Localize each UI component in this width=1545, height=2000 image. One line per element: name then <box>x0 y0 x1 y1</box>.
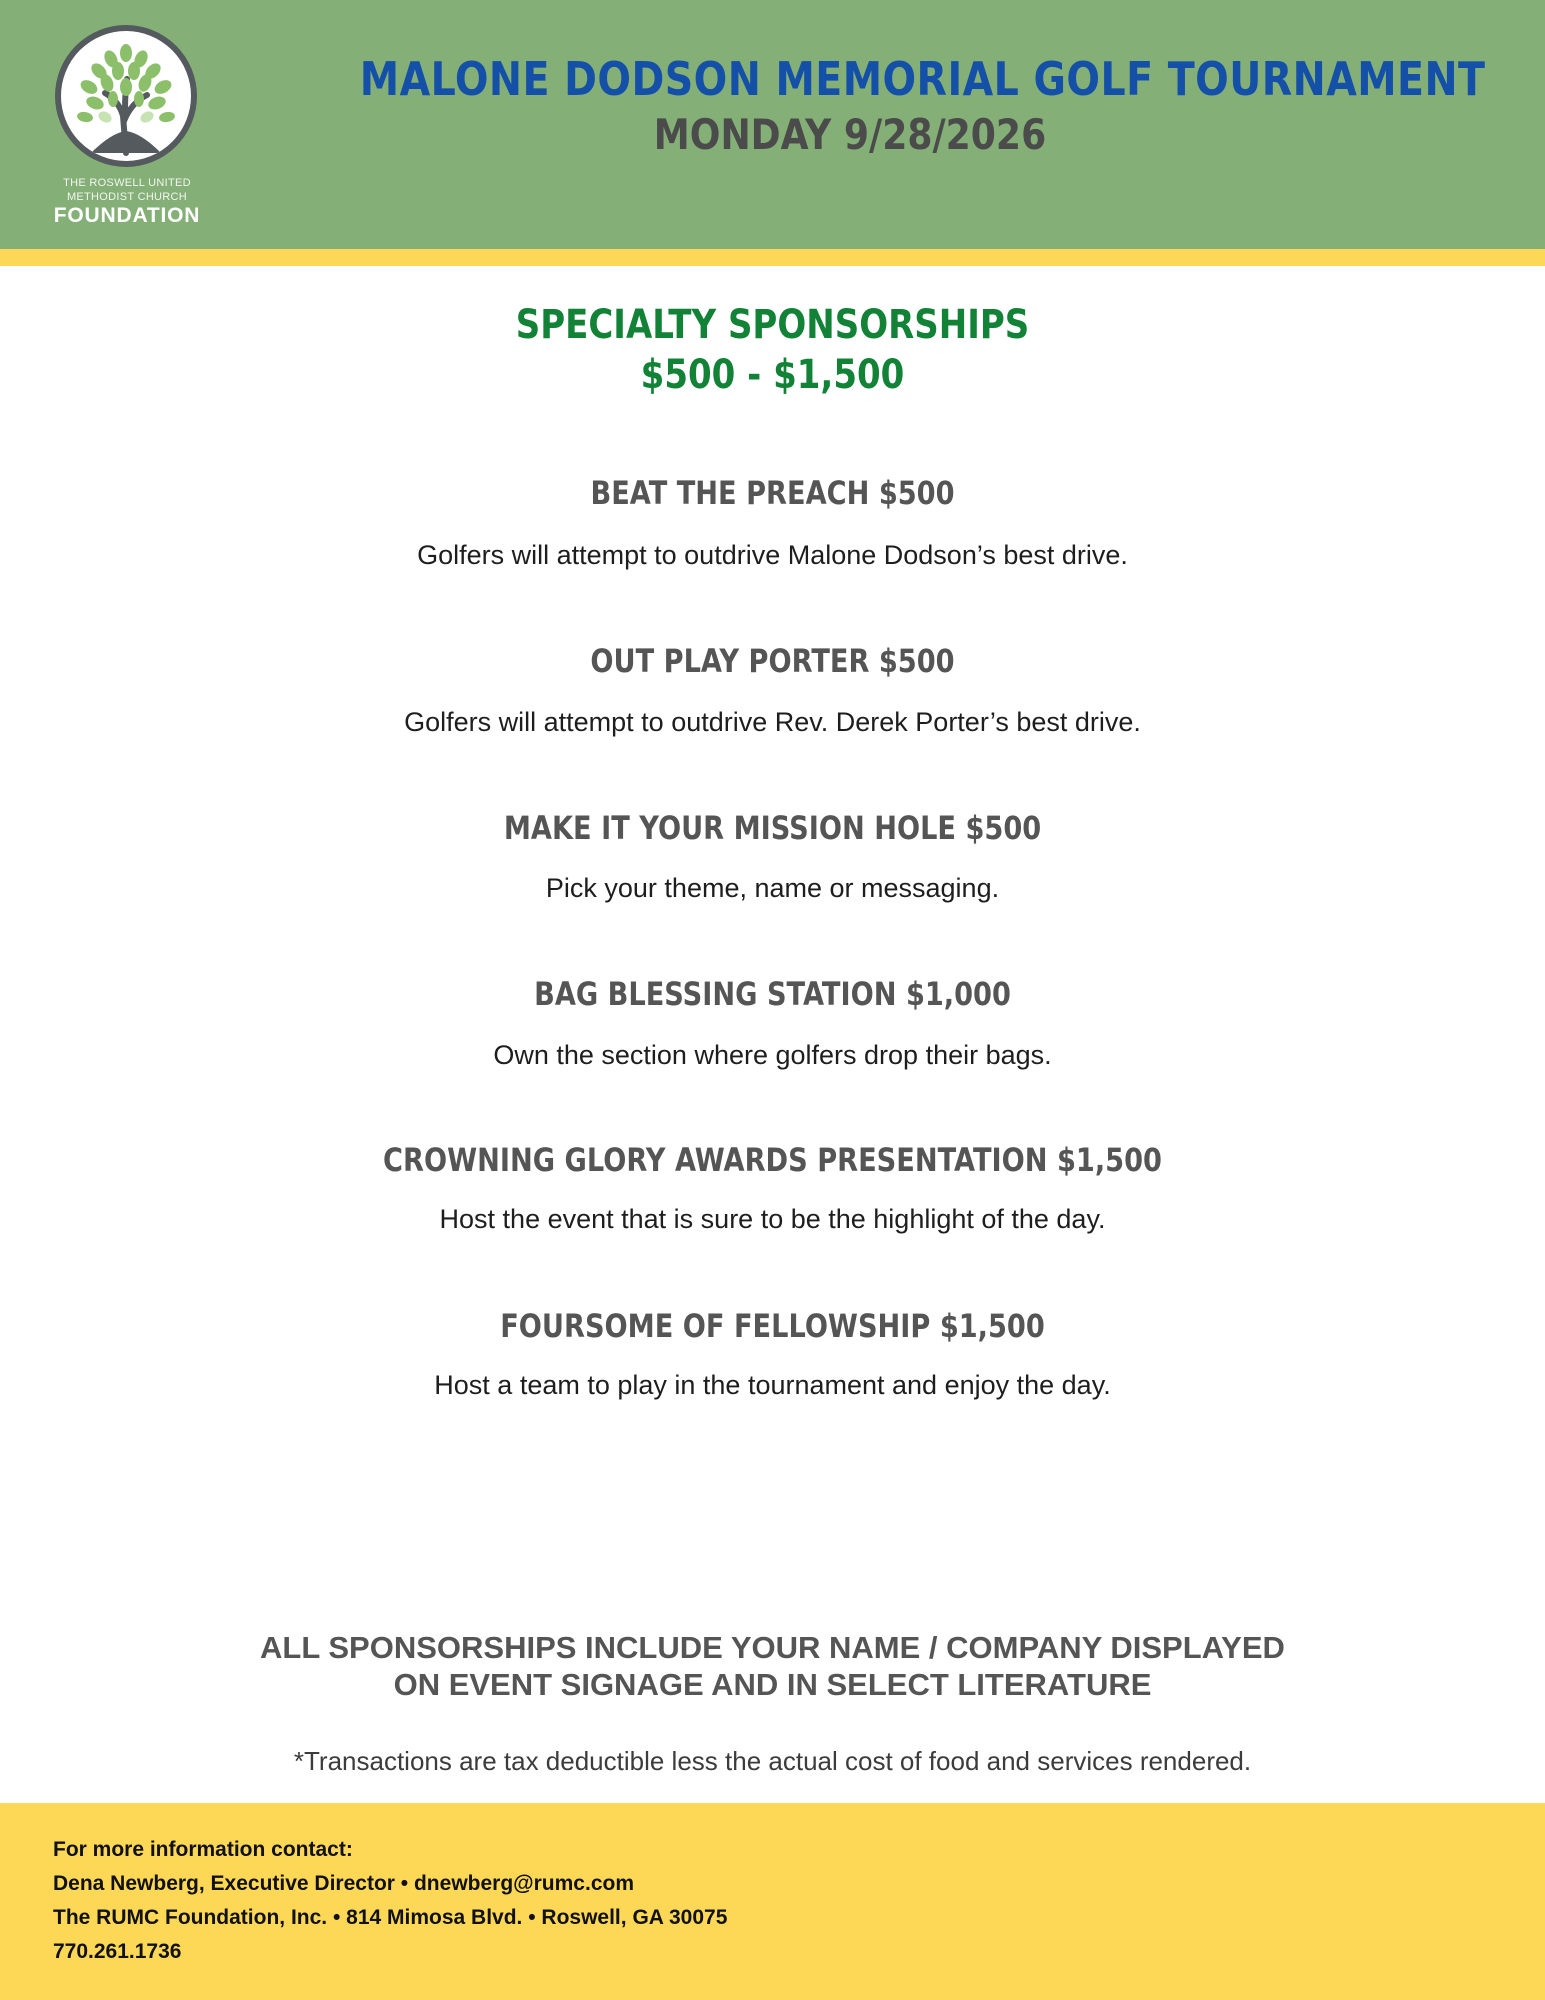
contact-director: Dena Newberg, Executive Director • dnewberg@rumc.com <box>53 1872 634 1895</box>
sponsorship-heading: FOURSOME OF FELLOWSHIP $1,500 <box>500 1307 1045 1345</box>
footer-contact-band <box>0 1803 1545 2000</box>
notice-line1: ALL SPONSORSHIPS INCLUDE YOUR NAME / COMPANY DISPLAYED <box>260 1630 1285 1665</box>
section-title: SPECIALTY SPONSORSHIPS <box>515 302 1030 348</box>
sponsorship-description: Host the event that is sure to be the highlight of the day. <box>439 1204 1106 1234</box>
sponsorship-description: Pick your theme, name or messaging. <box>545 873 1000 903</box>
sponsorship-description: Golfers will attempt to outdrive Malone Dodson’s best drive. <box>417 540 1128 570</box>
event-date: MONDAY 9/28/2026 <box>653 110 1047 159</box>
sponsorship-heading: BAG BLESSING STATION $1,000 <box>534 975 1011 1013</box>
sponsorship-heading: OUT PLAY PORTER $500 <box>590 642 955 680</box>
logo-foundation-text: FOUNDATION <box>53 204 201 227</box>
section-price-range: $500 - $1,500 <box>640 352 905 398</box>
tree-logo-icon <box>55 25 197 167</box>
contact-phone: 770.261.1736 <box>53 1940 182 1963</box>
contact-address: The RUMC Foundation, Inc. • 814 Mimosa Blvd. • Roswell, GA 30075 <box>53 1906 728 1929</box>
header-accent-stripe <box>0 249 1545 266</box>
sponsorship-heading: BEAT THE PREACH $500 <box>590 474 955 512</box>
sponsorship-description: Own the section where golfers drop their bags. <box>493 1040 1052 1070</box>
event-title: MALONE DODSON MEMORIAL GOLF TOURNAMENT <box>359 52 1486 106</box>
logo-org-line2: METHODIST CHURCH <box>66 191 188 203</box>
tax-disclaimer: *Transactions are tax deductible less the actual cost of food and services rendered. <box>293 1746 1252 1776</box>
notice-line2: ON EVENT SIGNAGE AND IN SELECT LITERATURE <box>393 1667 1152 1702</box>
contact-intro: For more information contact: <box>53 1838 353 1861</box>
sponsorship-description: Golfers will attempt to outdrive Rev. Derek Porter’s best drive. <box>404 707 1141 737</box>
sponsorship-heading: CROWNING GLORY AWARDS PRESENTATION $1,500 <box>383 1141 1162 1179</box>
logo-org-line1: THE ROSWELL UNITED <box>63 177 191 189</box>
sponsorship-heading: MAKE IT YOUR MISSION HOLE $500 <box>503 809 1042 847</box>
sponsorship-description: Host a team to play in the tournament and enjoy the day. <box>434 1370 1111 1400</box>
